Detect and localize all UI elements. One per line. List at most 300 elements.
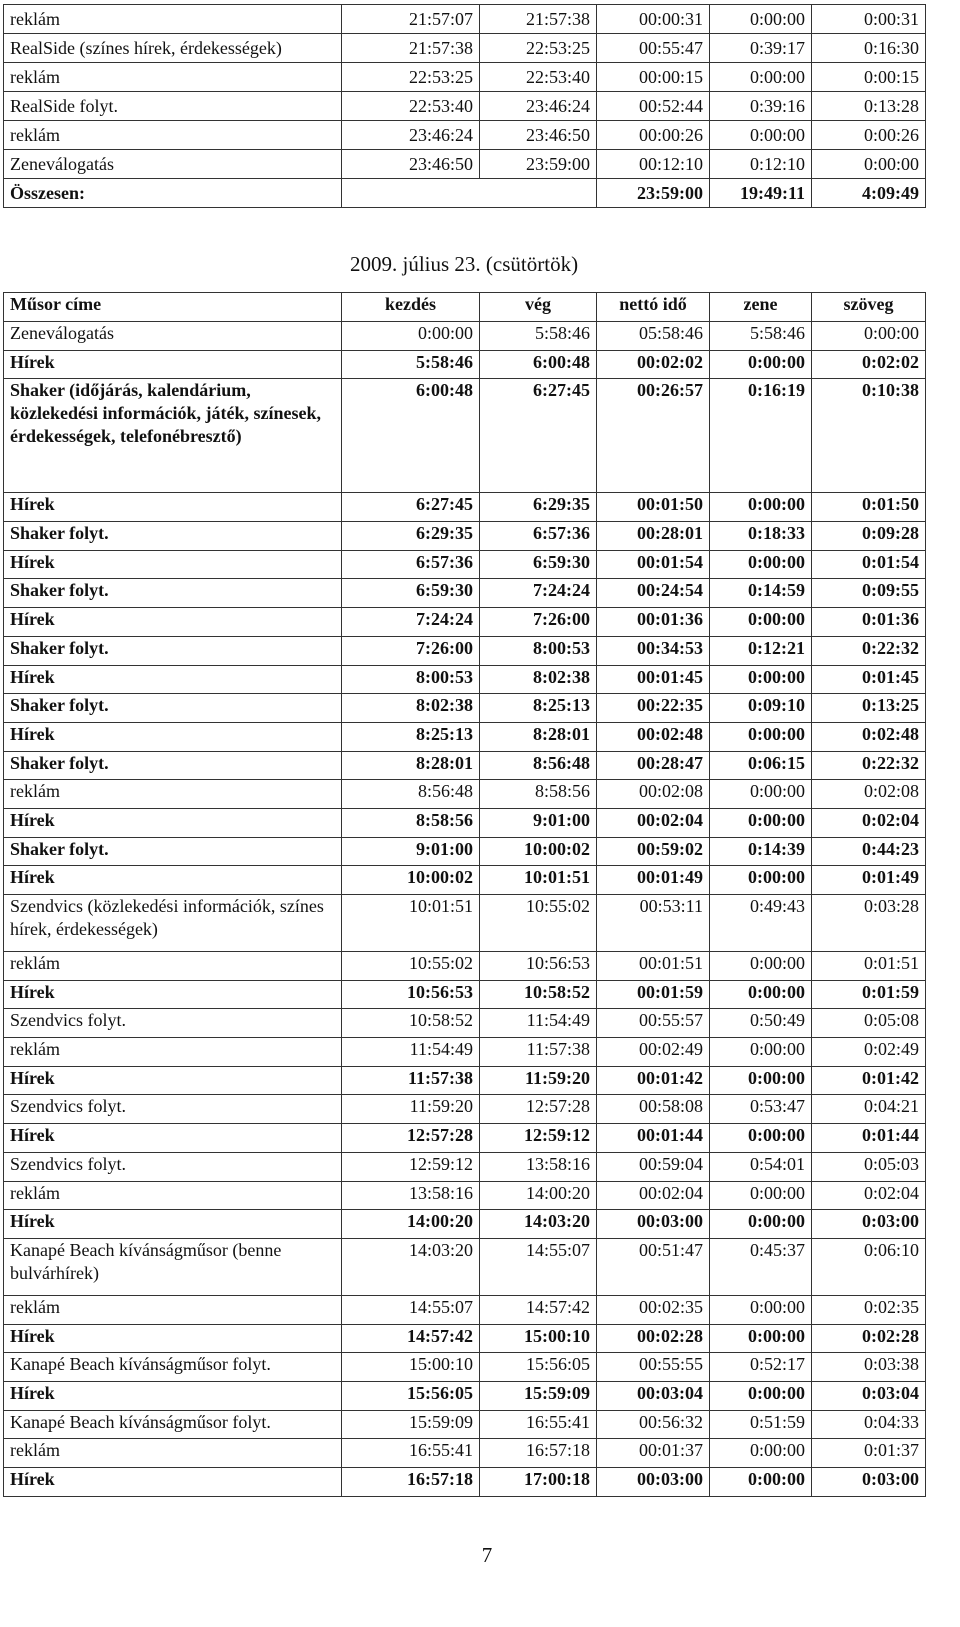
time-cell: 9:01:00: [480, 808, 597, 837]
time-cell: 8:02:38: [480, 665, 597, 694]
time-cell: 9:01:00: [342, 837, 480, 866]
time-cell: 21:57:38: [342, 34, 480, 63]
time-cell: 15:00:10: [342, 1353, 480, 1382]
time-cell: 00:03:04: [597, 1381, 710, 1410]
time-cell: 00:01:37: [597, 1439, 710, 1468]
time-cell: 14:55:07: [480, 1238, 597, 1295]
time-cell: 0:12:21: [710, 636, 812, 665]
time-cell: 0:49:43: [710, 895, 812, 952]
header-end: vég: [480, 293, 597, 322]
program-title-cell: Hírek: [4, 722, 342, 751]
program-title-cell: Hírek: [4, 665, 342, 694]
time-cell: 00:01:49: [597, 866, 710, 895]
table-row: [4, 808, 926, 837]
table-row: [4, 1038, 926, 1067]
time-cell: 0:00:00: [710, 866, 812, 895]
table-row: [4, 179, 926, 208]
program-title-cell: Shaker (időjárás, kalendárium, közlekedési információk, játék, színesek, érdekességek, telefonébresztő): [4, 379, 342, 493]
program-title-cell: Shaker folyt.: [4, 751, 342, 780]
time-cell: 8:56:48: [342, 780, 480, 809]
time-cell: 12:59:12: [342, 1152, 480, 1181]
section-heading-date: 2009. július 23. (csütörtök): [350, 252, 579, 276]
time-cell: 19:49:11: [710, 179, 812, 208]
program-title-cell: Összesen:: [4, 179, 342, 208]
program-title-cell: Hírek: [4, 1124, 342, 1153]
time-cell: 0:39:17: [710, 34, 812, 63]
time-cell: 8:28:01: [480, 722, 597, 751]
time-cell: 0:13:28: [812, 92, 926, 121]
time-cell: 00:02:08: [597, 780, 710, 809]
time-cell: 0:00:00: [710, 1210, 812, 1239]
time-cell: 8:28:01: [342, 751, 480, 780]
time-cell: 00:02:02: [597, 350, 710, 379]
table-row: [4, 63, 926, 92]
time-cell: 00:28:01: [597, 522, 710, 551]
time-cell: 00:00:15: [597, 63, 710, 92]
program-title-cell: reklám: [4, 1038, 342, 1067]
time-cell: 00:02:04: [597, 808, 710, 837]
time-cell: 8:25:13: [480, 694, 597, 723]
time-cell: 10:55:02: [342, 952, 480, 981]
program-title-cell: Hírek: [4, 808, 342, 837]
time-cell: 00:51:47: [597, 1238, 710, 1295]
time-cell: 00:53:11: [597, 895, 710, 952]
time-cell: 7:24:24: [342, 608, 480, 637]
time-cell: 0:02:49: [812, 1038, 926, 1067]
time-cell: 00:02:35: [597, 1295, 710, 1324]
table-row: [4, 150, 926, 179]
time-cell: 0:22:32: [812, 751, 926, 780]
time-cell: 0:00:00: [710, 1468, 812, 1497]
table-row: [4, 1095, 926, 1124]
time-cell: 00:28:47: [597, 751, 710, 780]
time-cell: 0:00:00: [710, 350, 812, 379]
time-cell: 0:39:16: [710, 92, 812, 121]
time-cell: 13:58:16: [342, 1181, 480, 1210]
table-row: [4, 1066, 926, 1095]
time-cell: 00:55:57: [597, 1009, 710, 1038]
time-cell: 23:59:00: [597, 179, 710, 208]
time-cell: 0:01:45: [812, 665, 926, 694]
table-row: [4, 1410, 926, 1439]
table-row: [4, 322, 926, 351]
time-cell: 6:57:36: [342, 550, 480, 579]
program-title-cell: Shaker folyt.: [4, 579, 342, 608]
time-cell: 0:01:49: [812, 866, 926, 895]
time-cell: 00:22:35: [597, 694, 710, 723]
program-title-cell: Shaker folyt.: [4, 694, 342, 723]
table-row: [4, 1238, 926, 1295]
time-cell: 6:27:45: [342, 493, 480, 522]
time-cell: 0:00:00: [710, 608, 812, 637]
time-cell: 0:06:10: [812, 1238, 926, 1295]
time-cell: 00:55:55: [597, 1353, 710, 1382]
time-cell: 6:59:30: [342, 579, 480, 608]
time-cell: 10:55:02: [480, 895, 597, 952]
time-cell: 0:00:00: [710, 780, 812, 809]
time-cell: 0:51:59: [710, 1410, 812, 1439]
time-cell: 0:01:42: [812, 1066, 926, 1095]
program-title-cell: reklám: [4, 952, 342, 981]
time-cell: 8:56:48: [480, 751, 597, 780]
time-cell: 14:00:20: [342, 1210, 480, 1239]
table-row: [4, 722, 926, 751]
program-title-cell: Szendvics folyt.: [4, 1152, 342, 1181]
time-cell: 6:00:48: [342, 379, 480, 493]
time-cell: 00:02:49: [597, 1038, 710, 1067]
time-cell: 0:03:00: [812, 1210, 926, 1239]
program-title-cell: Hírek: [4, 1066, 342, 1095]
table-row: [4, 866, 926, 895]
time-cell: 00:03:00: [597, 1210, 710, 1239]
time-cell: 6:59:30: [480, 550, 597, 579]
time-cell: 10:56:53: [480, 952, 597, 981]
time-cell: 0:10:38: [812, 379, 926, 493]
time-cell: 16:57:18: [342, 1468, 480, 1497]
program-title-cell: Hírek: [4, 350, 342, 379]
table-row: [4, 1210, 926, 1239]
time-cell: 11:59:20: [342, 1095, 480, 1124]
time-cell: 00:00:26: [597, 121, 710, 150]
time-cell: 00:02:28: [597, 1324, 710, 1353]
time-cell: 0:22:32: [812, 636, 926, 665]
time-cell: 16:55:41: [342, 1439, 480, 1468]
table-row: [4, 1124, 926, 1153]
time-cell: 23:46:24: [342, 121, 480, 150]
table-header-row: [4, 293, 926, 322]
time-cell: 23:46:50: [480, 121, 597, 150]
program-title-cell: Zeneválogatás: [4, 322, 342, 351]
time-cell: 0:12:10: [710, 150, 812, 179]
time-cell: 0:09:28: [812, 522, 926, 551]
table-row: [4, 952, 926, 981]
time-cell: 12:57:28: [480, 1095, 597, 1124]
time-cell: 0:14:39: [710, 837, 812, 866]
time-cell: 11:54:49: [342, 1038, 480, 1067]
program-title-cell: Hírek: [4, 493, 342, 522]
time-cell: 11:57:38: [342, 1066, 480, 1095]
time-cell: 0:04:33: [812, 1410, 926, 1439]
program-title-cell: Szendvics folyt.: [4, 1095, 342, 1124]
time-cell: 22:53:40: [342, 92, 480, 121]
time-cell: 14:00:20: [480, 1181, 597, 1210]
table-row: [4, 980, 926, 1009]
time-cell: 14:03:20: [342, 1238, 480, 1295]
time-cell: 22:53:25: [480, 34, 597, 63]
time-cell: 8:00:53: [342, 665, 480, 694]
time-cell: 00:03:00: [597, 1468, 710, 1497]
program-title-cell: Kanapé Beach kívánságműsor folyt.: [4, 1410, 342, 1439]
program-title-cell: Hírek: [4, 980, 342, 1009]
time-cell: 0:00:00: [710, 722, 812, 751]
time-cell: 10:01:51: [480, 866, 597, 895]
time-cell: 0:02:28: [812, 1324, 926, 1353]
time-cell: 00:52:44: [597, 92, 710, 121]
table-row: [4, 1324, 926, 1353]
time-cell: 0:00:00: [710, 1295, 812, 1324]
time-cell: 0:01:54: [812, 550, 926, 579]
time-cell: 00:01:44: [597, 1124, 710, 1153]
time-cell: 00:01:45: [597, 665, 710, 694]
time-cell: 0:09:55: [812, 579, 926, 608]
time-cell: 0:13:25: [812, 694, 926, 723]
program-title-cell: Hírek: [4, 550, 342, 579]
time-cell: 00:01:51: [597, 952, 710, 981]
header-title: Műsor címe: [4, 293, 342, 322]
time-cell: 0:03:38: [812, 1353, 926, 1382]
time-cell: 7:24:24: [480, 579, 597, 608]
time-cell: 8:02:38: [342, 694, 480, 723]
time-cell: 0:01:37: [812, 1439, 926, 1468]
time-cell: 16:55:41: [480, 1410, 597, 1439]
program-title-cell: Hírek: [4, 608, 342, 637]
time-cell: 23:46:50: [342, 150, 480, 179]
time-cell: 00:24:54: [597, 579, 710, 608]
time-cell: 0:00:31: [812, 5, 926, 34]
time-cell: 05:58:46: [597, 322, 710, 351]
program-title-cell: Hírek: [4, 1381, 342, 1410]
time-cell: 00:56:32: [597, 1410, 710, 1439]
time-cell: 14:55:07: [342, 1295, 480, 1324]
time-cell: 00:59:02: [597, 837, 710, 866]
table-row: [4, 751, 926, 780]
time-cell: 6:27:45: [480, 379, 597, 493]
time-cell: 0:00:00: [710, 808, 812, 837]
time-cell: 5:58:46: [342, 350, 480, 379]
time-cell: 10:58:52: [342, 1009, 480, 1038]
time-cell: 11:59:20: [480, 1066, 597, 1095]
time-cell: 0:01:44: [812, 1124, 926, 1153]
time-cell: 00:58:08: [597, 1095, 710, 1124]
time-cell: 0:01:36: [812, 608, 926, 637]
time-cell: 0:00:00: [710, 952, 812, 981]
table-row: [4, 522, 926, 551]
time-cell: 0:00:00: [710, 1038, 812, 1067]
table-row: [4, 1439, 926, 1468]
time-cell: 0:00:00: [812, 150, 926, 179]
time-cell: 00:01:36: [597, 608, 710, 637]
time-cell: 0:00:00: [710, 1381, 812, 1410]
time-cell: 0:04:21: [812, 1095, 926, 1124]
time-cell: 15:56:05: [342, 1381, 480, 1410]
time-cell: 00:01:54: [597, 550, 710, 579]
header-net-time: nettó idő: [597, 293, 710, 322]
time-cell: 0:00:00: [710, 1066, 812, 1095]
program-title-cell: reklám: [4, 780, 342, 809]
time-cell: 22:53:25: [342, 63, 480, 92]
time-cell: 5:58:46: [710, 322, 812, 351]
time-cell: 21:57:07: [342, 5, 480, 34]
table-row: [4, 92, 926, 121]
time-cell: 00:59:04: [597, 1152, 710, 1181]
table-row: [4, 34, 926, 63]
time-cell: 00:01:50: [597, 493, 710, 522]
time-cell: 14:57:42: [480, 1295, 597, 1324]
time-cell: 14:03:20: [480, 1210, 597, 1239]
time-cell: 0:03:00: [812, 1468, 926, 1497]
program-title-cell: reklám: [4, 1295, 342, 1324]
time-cell: 0:03:28: [812, 895, 926, 952]
time-cell: 13:58:16: [480, 1152, 597, 1181]
table-row: [4, 694, 926, 723]
time-cell: 23:59:00: [480, 150, 597, 179]
time-cell: 23:46:24: [480, 92, 597, 121]
program-title-cell: Shaker folyt.: [4, 522, 342, 551]
table-row: [4, 895, 926, 952]
program-title-cell: Hírek: [4, 1468, 342, 1497]
time-cell: 10:00:02: [342, 866, 480, 895]
time-cell: 0:00:15: [812, 63, 926, 92]
time-cell: 15:59:09: [342, 1410, 480, 1439]
time-cell: 0:53:47: [710, 1095, 812, 1124]
program-title-cell: Zeneválogatás: [4, 150, 342, 179]
time-cell: 21:57:38: [480, 5, 597, 34]
table-row: [4, 665, 926, 694]
time-cell: 00:12:10: [597, 150, 710, 179]
time-cell: 0:01:51: [812, 952, 926, 981]
time-cell: 0:02:08: [812, 780, 926, 809]
time-cell: 16:57:18: [480, 1439, 597, 1468]
table-row: [4, 121, 926, 150]
time-cell: 0:16:30: [812, 34, 926, 63]
time-cell: 4:09:49: [812, 179, 926, 208]
time-cell: 11:54:49: [480, 1009, 597, 1038]
time-cell: 0:09:10: [710, 694, 812, 723]
program-title-cell: Hírek: [4, 1210, 342, 1239]
table-row: [4, 579, 926, 608]
time-cell: 10:56:53: [342, 980, 480, 1009]
time-cell: 00:00:31: [597, 5, 710, 34]
program-title-cell: Szendvics folyt.: [4, 1009, 342, 1038]
program-title-cell: Shaker folyt.: [4, 636, 342, 665]
table-row: [4, 636, 926, 665]
time-cell: 00:26:57: [597, 379, 710, 493]
header-text: szöveg: [812, 293, 926, 322]
time-cell: 0:02:04: [812, 808, 926, 837]
time-cell: 0:00:00: [710, 1181, 812, 1210]
table-row: [4, 608, 926, 637]
time-cell: 7:26:00: [480, 608, 597, 637]
program-title-cell: Hírek: [4, 1324, 342, 1353]
time-cell: 6:29:35: [342, 522, 480, 551]
time-cell: 0:50:49: [710, 1009, 812, 1038]
time-cell: 00:02:04: [597, 1181, 710, 1210]
time-cell: 0:02:04: [812, 1181, 926, 1210]
time-cell: 0:05:03: [812, 1152, 926, 1181]
table-row: [4, 780, 926, 809]
time-cell: 0:45:37: [710, 1238, 812, 1295]
table-row: [4, 1381, 926, 1410]
time-cell: 0:01:50: [812, 493, 926, 522]
table-row: [4, 1295, 926, 1324]
table-row: [4, 379, 926, 493]
header-music: zene: [710, 293, 812, 322]
time-cell: 15:59:09: [480, 1381, 597, 1410]
time-cell: 0:54:01: [710, 1152, 812, 1181]
time-cell: 0:44:23: [812, 837, 926, 866]
time-cell: 10:58:52: [480, 980, 597, 1009]
program-title-cell: reklám: [4, 5, 342, 34]
time-cell: 6:29:35: [480, 493, 597, 522]
time-cell: 0:16:19: [710, 379, 812, 493]
schedule-table: [3, 292, 926, 1497]
time-cell: 12:59:12: [480, 1124, 597, 1153]
table-row: [4, 1009, 926, 1038]
time-cell: 10:01:51: [342, 895, 480, 952]
table-row: [4, 550, 926, 579]
time-cell: 0:05:08: [812, 1009, 926, 1038]
time-cell: 0:00:00: [710, 63, 812, 92]
time-cell: 0:18:33: [710, 522, 812, 551]
time-cell: 22:53:40: [480, 63, 597, 92]
time-cell: 8:58:56: [342, 808, 480, 837]
table-row: [4, 493, 926, 522]
time-cell: 0:02:02: [812, 350, 926, 379]
time-cell: 15:56:05: [480, 1353, 597, 1382]
time-cell: 17:00:18: [480, 1468, 597, 1497]
table-row: [4, 1181, 926, 1210]
time-cell: 0:00:00: [710, 493, 812, 522]
program-title-cell: reklám: [4, 63, 342, 92]
time-cell: 10:00:02: [480, 837, 597, 866]
table-row: [4, 837, 926, 866]
program-title-cell: Hírek: [4, 866, 342, 895]
time-cell: 0:00:00: [812, 322, 926, 351]
program-title-cell: RealSide folyt.: [4, 92, 342, 121]
time-cell: 0:01:59: [812, 980, 926, 1009]
previous-day-table: [3, 4, 926, 208]
time-cell: 8:58:56: [480, 780, 597, 809]
time-cell: 0:06:15: [710, 751, 812, 780]
program-title-cell: Kanapé Beach kívánságműsor (benne bulvárhírek): [4, 1238, 342, 1295]
time-cell: 00:02:48: [597, 722, 710, 751]
time-cell: 0:00:00: [710, 665, 812, 694]
time-cell: 00:55:47: [597, 34, 710, 63]
time-cell: 0:00:00: [710, 5, 812, 34]
table-row: [4, 350, 926, 379]
time-cell: 7:26:00: [342, 636, 480, 665]
time-cell: 0:03:04: [812, 1381, 926, 1410]
time-cell: 0:02:48: [812, 722, 926, 751]
time-cell: [342, 179, 597, 208]
time-cell: 14:57:42: [342, 1324, 480, 1353]
table-row: [4, 5, 926, 34]
program-title-cell: Shaker folyt.: [4, 837, 342, 866]
table-row: [4, 1353, 926, 1382]
time-cell: 0:02:35: [812, 1295, 926, 1324]
time-cell: 0:00:00: [710, 1124, 812, 1153]
program-title-cell: Kanapé Beach kívánságműsor folyt.: [4, 1353, 342, 1382]
program-title-cell: reklám: [4, 1181, 342, 1210]
time-cell: 5:58:46: [480, 322, 597, 351]
time-cell: 12:57:28: [342, 1124, 480, 1153]
program-title-cell: Szendvics (közlekedési információk, színes hírek, érdekességek): [4, 895, 342, 952]
program-title-cell: RealSide (színes hírek, érdekességek): [4, 34, 342, 63]
time-cell: 6:57:36: [480, 522, 597, 551]
time-cell: 15:00:10: [480, 1324, 597, 1353]
time-cell: 0:00:00: [710, 121, 812, 150]
time-cell: 0:00:00: [710, 1324, 812, 1353]
time-cell: 8:00:53: [480, 636, 597, 665]
time-cell: 00:01:42: [597, 1066, 710, 1095]
time-cell: 11:57:38: [480, 1038, 597, 1067]
time-cell: 0:14:59: [710, 579, 812, 608]
time-cell: 8:25:13: [342, 722, 480, 751]
time-cell: 0:00:00: [342, 322, 480, 351]
time-cell: 0:00:00: [710, 980, 812, 1009]
header-start: kezdés: [342, 293, 480, 322]
program-title-cell: reklám: [4, 121, 342, 150]
